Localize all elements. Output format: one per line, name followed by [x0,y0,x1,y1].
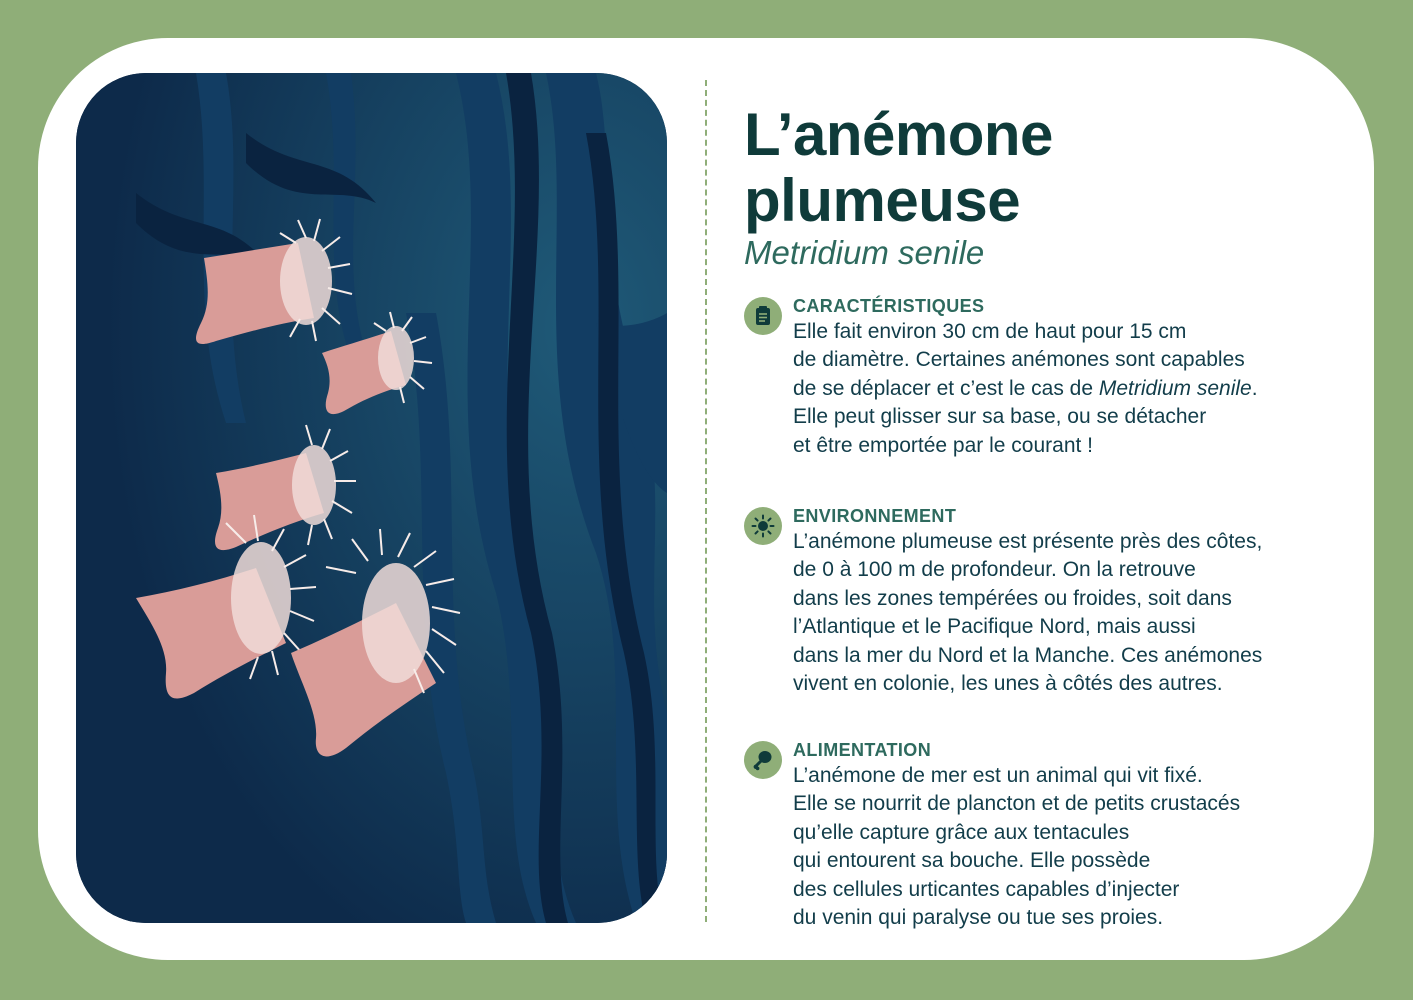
text-line: qui entourent sa bouche. Elle possède [793,849,1151,873]
text-fragment: . [1251,376,1258,400]
text-line: de 0 à 100 m de profondeur. On la retrouve [793,558,1196,582]
sea-scene [76,73,667,923]
page-title [744,102,1053,234]
text-line: L’anémone plumeuse est présente près des côtes, [793,530,1263,553]
title-line: L’anémone [744,101,1053,168]
text-line: vivent en colonie, les unes à côtés des autres. [793,672,1223,696]
species-name: Metridium senile [1098,376,1252,400]
text-line: Elle fait environ 30 cm de haut pour 15 cm [793,320,1187,343]
text-line: L’anémone de mer est un animal qui vit fixé. [793,764,1203,787]
section-heading: ENVIRONNEMENT [793,506,957,526]
text-line [793,375,1353,403]
section-text [793,528,1353,698]
text-line: de diamètre. Certaines anémones sont capables [793,348,1245,372]
text-line: des cellules urticantes capables d’injecter [793,877,1180,901]
text-line: dans les zones tempérées ou froides, soit dans [793,586,1232,610]
title-line: plumeuse [744,167,1021,234]
section-heading: ALIMENTATION [793,740,932,760]
text-line: qu’elle capture grâce aux tentacules [793,820,1130,844]
food-drumstick-icon [744,741,782,779]
text-line: Elle peut glisser sur sa base, ou se détacher [793,405,1207,429]
section-text [793,318,1353,460]
anemone-illustration [76,73,667,923]
text-line: du venin qui paralyse ou tue ses proies. [793,906,1164,930]
text-fragment: de se déplacer et c’est le cas de [793,376,1099,400]
text-line: dans la mer du Nord et la Manche. Ces anémones [793,643,1263,667]
text-line: et être emportée par le courant ! [793,433,1093,457]
text-line: l’Atlantique et le Pacifique Nord, mais aussi [793,615,1196,639]
section-heading: CARACTÉRISTIQUES [793,296,985,316]
clipboard-icon [744,297,782,335]
section-text [793,762,1353,932]
dashed-divider [705,80,707,922]
text-line: Elle se nourrit de plancton et de petits crustacés [793,792,1241,816]
sun-icon [744,507,782,545]
latin-name: Metridium senile [744,234,985,271]
